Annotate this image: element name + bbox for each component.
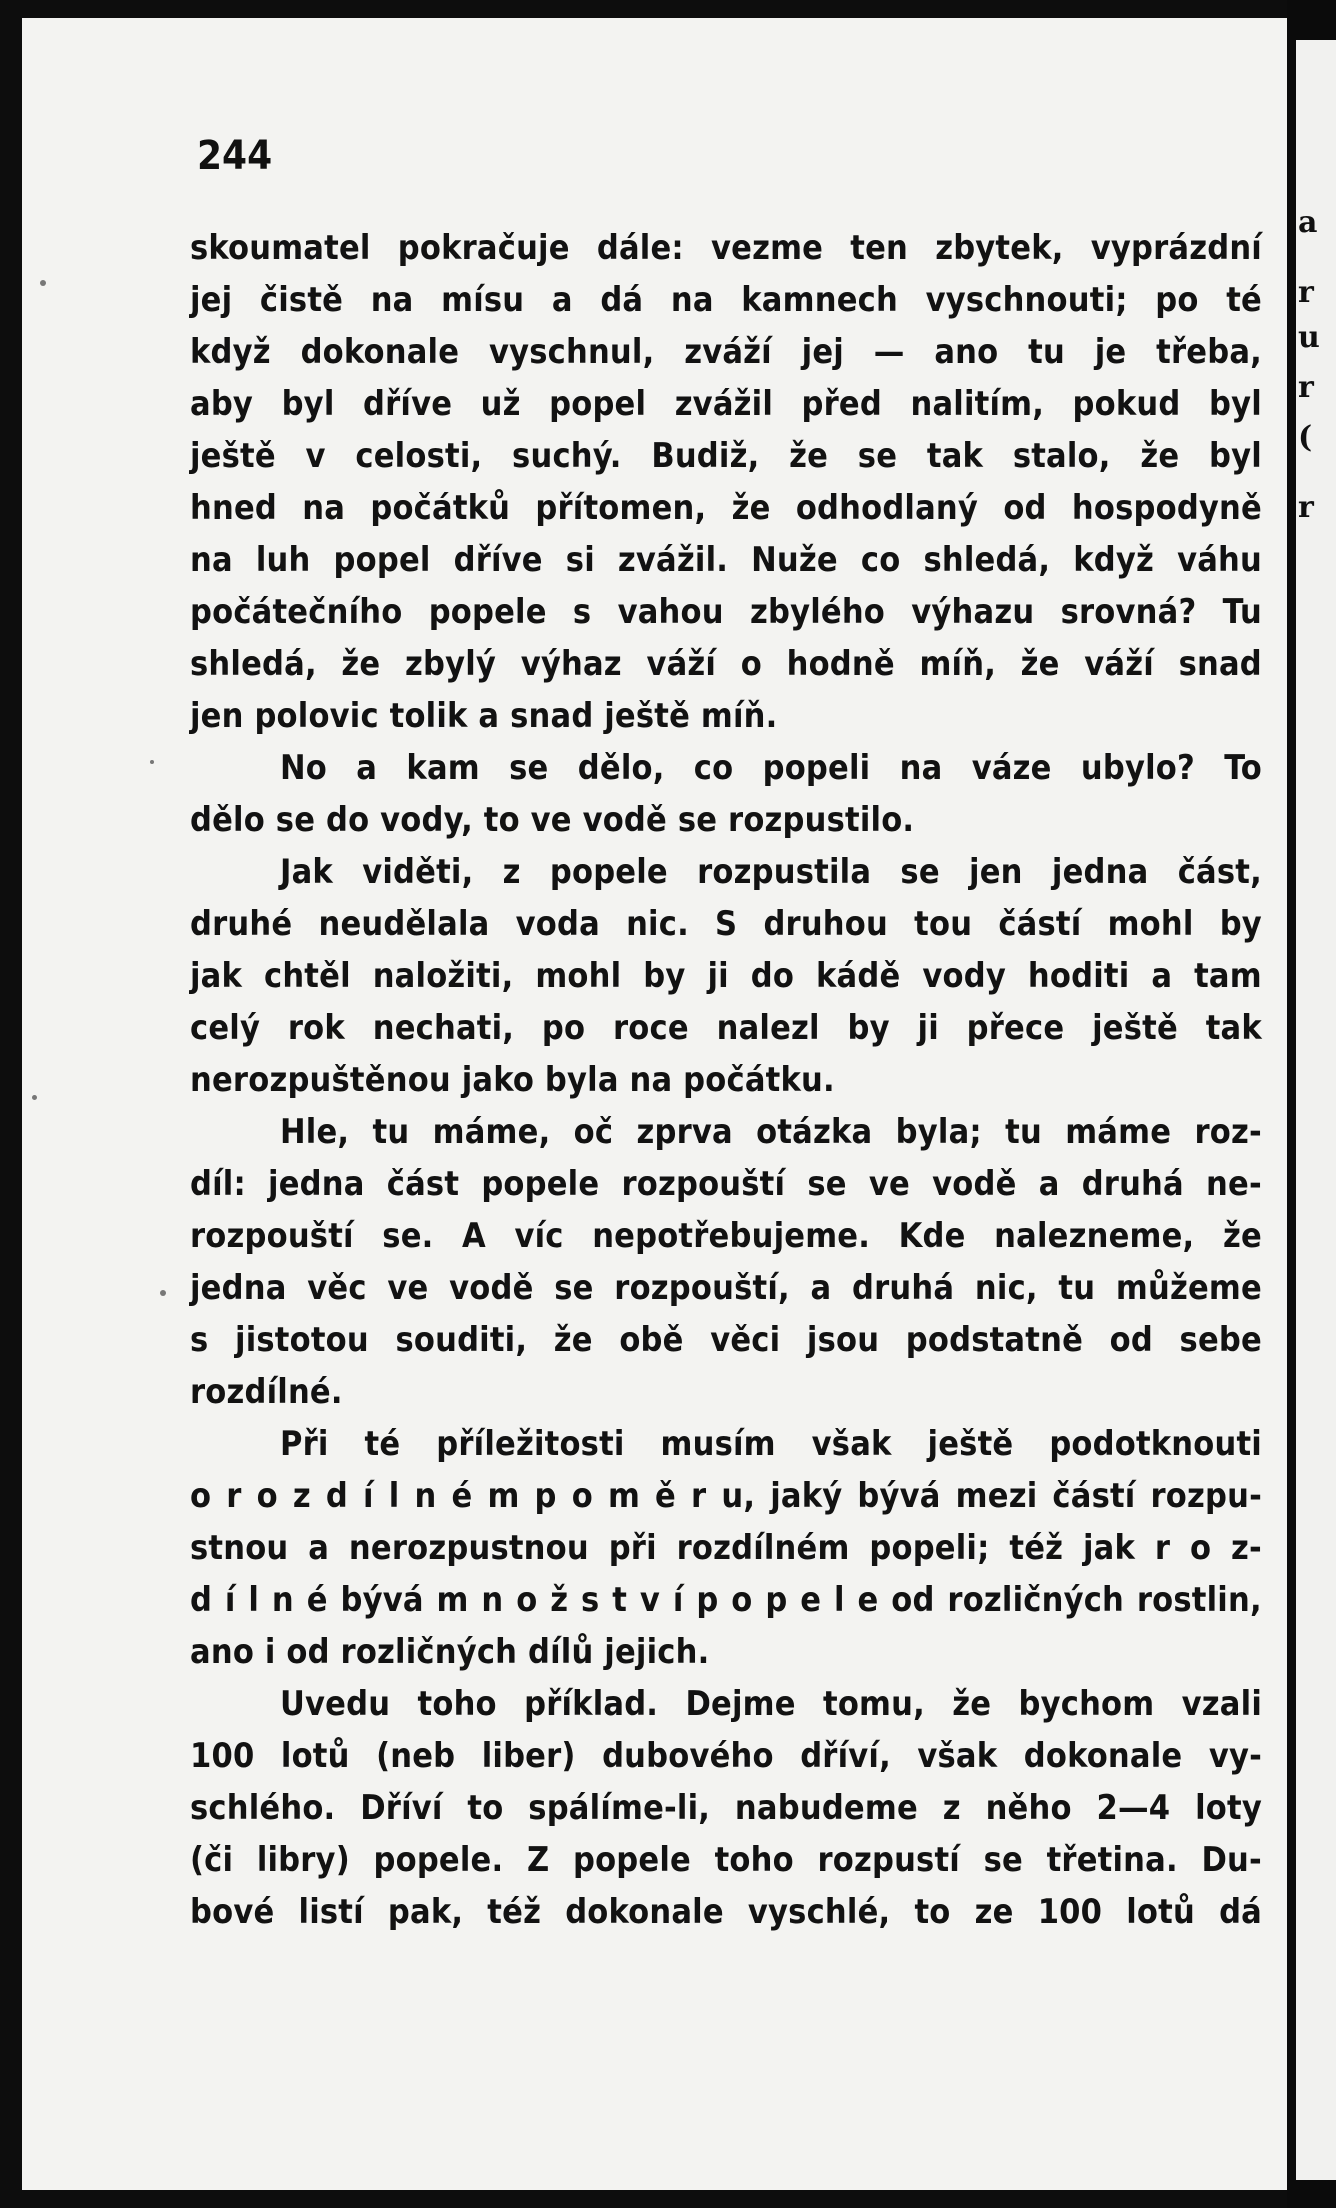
text-line: Uvedu toho příklad. Dejme tomu, že bychom vzali bbox=[280, 1684, 1262, 1724]
next-page-letter: a bbox=[1298, 205, 1318, 240]
text-line: shledá, že zbylý výhaz váží o hodně míň, že váží snad bbox=[190, 644, 1262, 684]
text-line: díl: jedna část popele rozpouští se ve vodě a druhá ne- bbox=[190, 1164, 1262, 1204]
text-line: jedna věc ve vodě se rozpouští, a druhá nic, tu můžeme bbox=[190, 1268, 1262, 1308]
scan-speck bbox=[160, 1290, 166, 1296]
text-line: počátečního popele s vahou zbylého výhazu srovná? Tu bbox=[190, 592, 1262, 632]
text-line: d í l n é bývá m n o ž s t v í p o p e l e od rozličných rostlin, bbox=[190, 1580, 1262, 1620]
next-page-letter: ( bbox=[1298, 420, 1313, 455]
text-line: na luh popel dříve si zvážil. Nuže co shledá, když váhu bbox=[190, 540, 1262, 580]
text-line: aby byl dříve už popel zvážil před nalitím, pokud byl bbox=[190, 384, 1262, 424]
text-line: Při té příležitosti musím však ještě podotknouti bbox=[280, 1424, 1262, 1464]
text-line: skoumatel pokračuje dále: vezme ten zbytek, vyprázdní bbox=[190, 228, 1262, 268]
next-page-edge bbox=[1296, 40, 1336, 2180]
page-number: 244 bbox=[197, 133, 273, 179]
text-line: dělo se do vody, to ve vodě se rozpustilo. bbox=[190, 800, 915, 840]
scan-speck bbox=[150, 760, 154, 764]
next-page-letter: r bbox=[1298, 275, 1314, 310]
next-page-letter: r bbox=[1298, 370, 1314, 405]
text-line: jej čistě na mísu a dá na kamnech vyschnouti; po té bbox=[190, 280, 1262, 320]
text-line: celý rok nechati, po roce nalezl by ji přece ještě tak bbox=[190, 1008, 1262, 1048]
next-page-letter: r bbox=[1298, 490, 1314, 525]
text-line: druhé neudělala voda nic. S druhou tou částí mohl by bbox=[190, 904, 1262, 944]
scan-speck bbox=[40, 280, 46, 286]
scan-speck bbox=[32, 1095, 37, 1100]
text-line: 100 lotů (neb liber) dubového dříví, však dokonale vy- bbox=[190, 1736, 1262, 1776]
text-line: když dokonale vyschnul, zváží jej — ano tu je třeba, bbox=[190, 332, 1262, 372]
text-line: rozpouští se. A víc nepotřebujeme. Kde nalezneme, že bbox=[190, 1216, 1262, 1256]
text-line: nerozpuštěnou jako byla na počátku. bbox=[190, 1060, 835, 1100]
text-line: ano i od rozličných dílů jejich. bbox=[190, 1632, 710, 1672]
text-line: hned na počátků přítomen, že odhodlaný od hospodyně bbox=[190, 488, 1262, 528]
text-line: rozdílné. bbox=[190, 1372, 343, 1412]
text-line: o r o z d í l n é m p o m ě r u, jaký bývá mezi částí rozpu- bbox=[190, 1476, 1262, 1516]
text-line: ještě v celosti, suchý. Budiž, že se tak stalo, že byl bbox=[190, 436, 1262, 476]
text-line: stnou a nerozpustnou při rozdílném popeli; též jak r o z- bbox=[190, 1528, 1262, 1568]
text-line: jen polovic tolik a snad ještě míň. bbox=[190, 696, 778, 736]
text-line: Hle, tu máme, oč zprva otázka byla; tu máme roz- bbox=[280, 1112, 1262, 1152]
text-line: s jistotou souditi, že obě věci jsou podstatně od sebe bbox=[190, 1320, 1262, 1360]
text-line: jak chtěl naložiti, mohl by ji do kádě vody hoditi a tam bbox=[190, 956, 1262, 996]
text-line: No a kam se dělo, co popeli na váze ubylo? To bbox=[280, 748, 1262, 788]
text-line: schlého. Dříví to spálíme-li, nabudeme z něho 2—4 loty bbox=[190, 1788, 1262, 1828]
text-line: bové listí pak, též dokonale vyschlé, to ze 100 lotů dá bbox=[190, 1892, 1262, 1932]
next-page-letter: u bbox=[1298, 320, 1320, 355]
text-line: Jak viděti, z popele rozpustila se jen jedna část, bbox=[280, 852, 1262, 892]
body-text bbox=[190, 222, 1262, 1938]
text-line: (či libry) popele. Z popele toho rozpustí se třetina. Du- bbox=[190, 1840, 1262, 1880]
